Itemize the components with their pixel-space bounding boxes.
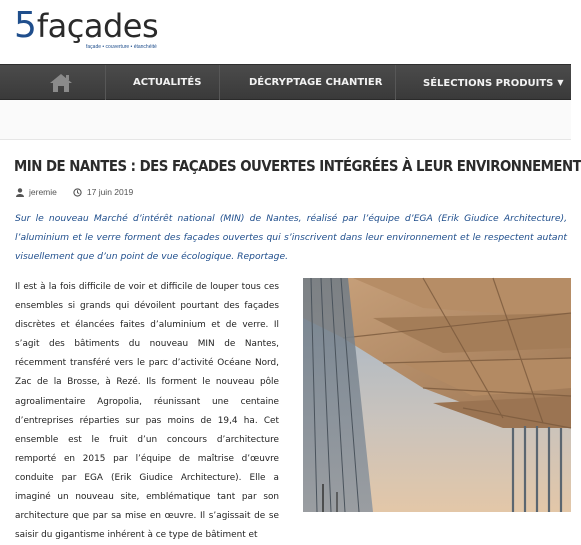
date-wrapper <box>73 187 133 197</box>
home-icon[interactable] <box>48 72 74 94</box>
article-date: 17 juin 2019 <box>86 187 134 197</box>
nav-divider <box>395 65 396 101</box>
nav-divider <box>105 65 106 101</box>
logo-tagline: façade • couverture • étanchéité <box>86 44 157 50</box>
nav-divider <box>219 65 220 101</box>
article-title: MIN DE NANTES : DES FAÇADES OUVERTES INTÉGRÉES À LEUR ENVIRONNEMENT <box>14 157 581 175</box>
clock-icon <box>73 188 82 197</box>
article-meta <box>16 187 133 197</box>
user-icon <box>16 188 24 197</box>
site-logo[interactable] <box>14 5 159 50</box>
nav-item-selections-produits[interactable] <box>423 65 564 101</box>
nav-item-actualites[interactable]: ACTUALITÉS <box>133 77 202 88</box>
article-intro: Sur le nouveau Marché d’intérêt national (MIN) de Nantes, réalisé par l’équipe d’EGA (Erik Giudice Architecture), l’aluminium et le verre forment des façades ouvertes qui s’inscrivent dans leur environnement et le respectent autant visuellement que d’un point de vue écologique. Reportage. <box>15 213 567 262</box>
article-body: Il est à la fois difficile de voir et difficile de louper tous ces ensembles si grands qui dévoilent pourtant des façades discrètes et élancées faites d’aluminium et de verre. Il s’agit des bâtiments du nouveau MIN de Nantes, récemment transféré vers le parc d’activité Océane Nord, Zac de la Brosse, à Rezé. Ils forment le nouveau pôle agroalimentaire Agropolia, réunissant une centaine d’entreprises réparties sur pas moins de 19,4 ha. Cet ensemble est le fruit d’un concours d’architecture remporté en 2015 par l’équipe de maîtrise d’œuvre conduite par EGA (Erik Giudice Architecture). Elle a imaginé un nouveau site, emblématique tant par son architecture que par sa mise en œuvre. Il s’agissait de se saisir du gigantisme inhérent à ce type de bâtiment et <box>15 282 279 541</box>
article-author[interactable]: jeremie <box>29 187 57 197</box>
caret-down-icon: ▼ <box>557 78 564 87</box>
sub-bar <box>0 100 571 140</box>
article-photo[interactable] <box>303 278 571 512</box>
nav-item-decryptage-chantier[interactable]: DÉCRYPTAGE CHANTIER <box>249 77 383 88</box>
main-navbar <box>0 64 571 100</box>
nav-item-label: SÉLECTIONS PRODUITS <box>423 78 554 89</box>
site-header <box>0 0 571 64</box>
logo-number: 5 <box>14 5 37 46</box>
logo-word: façades <box>36 7 159 45</box>
